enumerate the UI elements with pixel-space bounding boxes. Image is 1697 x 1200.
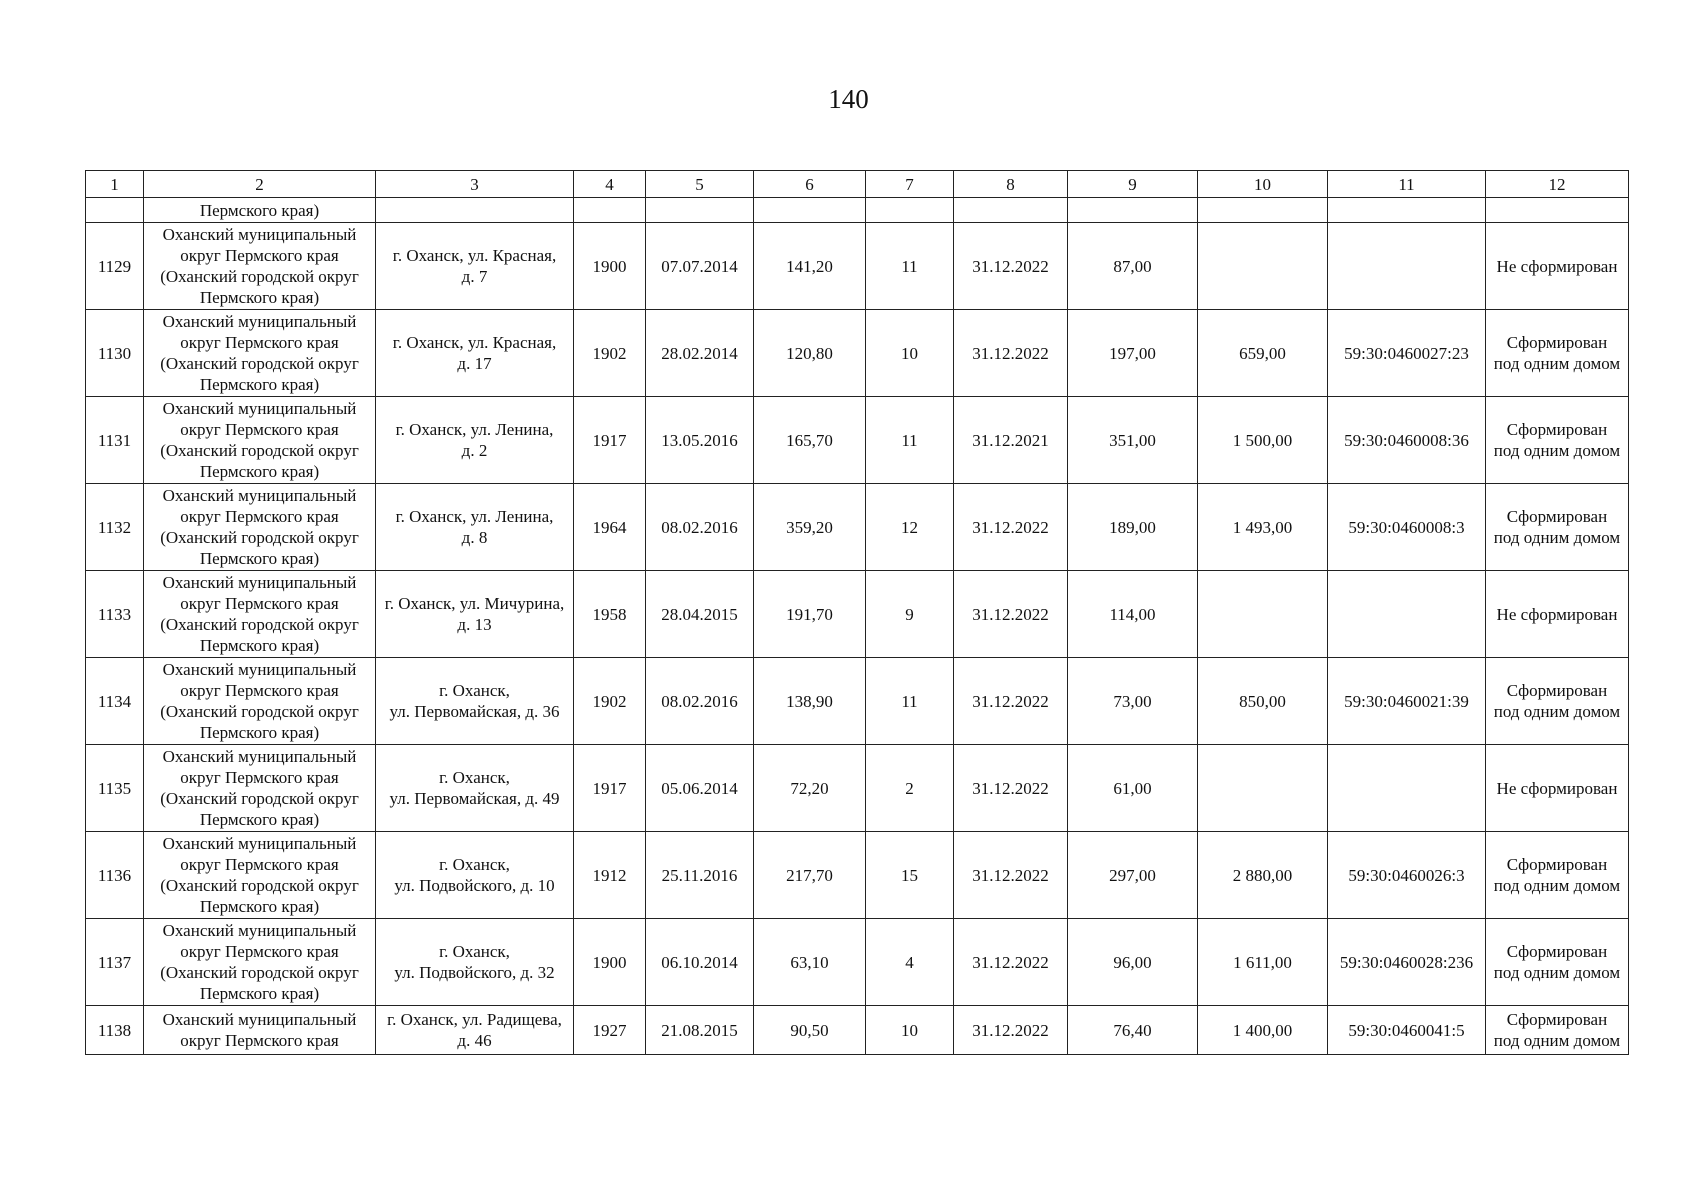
page-number: 140 <box>828 84 869 114</box>
table-cell <box>954 198 1068 223</box>
table-row <box>86 658 1629 745</box>
row-number-cell: 1138 <box>86 1006 144 1055</box>
address-cell <box>376 658 574 745</box>
owner-cell: Оханский муниципальный округ Пермского края (Оханский городской округ Пермского края) <box>144 571 376 658</box>
address-cell <box>376 310 574 397</box>
row-number-cell: 1132 <box>86 484 144 571</box>
table-cell <box>754 198 866 223</box>
cadastral-number-cell: 59:30:0460041:5 <box>1328 1006 1486 1055</box>
column-header: 3 <box>376 171 574 198</box>
table-body <box>86 198 1629 1055</box>
column-header: 2 <box>144 171 376 198</box>
date-cell: 21.08.2015 <box>646 1006 754 1055</box>
row-number-cell: 1129 <box>86 223 144 310</box>
owner-cell: Оханский муниципальный округ Пермского края (Оханский городской округ Пермского края) <box>144 832 376 919</box>
deadline-cell: 31.12.2022 <box>954 571 1068 658</box>
column-header: 5 <box>646 171 754 198</box>
deadline-cell: 31.12.2022 <box>954 832 1068 919</box>
value-cell: 96,00 <box>1068 919 1198 1006</box>
date-cell: 08.02.2016 <box>646 658 754 745</box>
table-cell <box>574 198 646 223</box>
continuation-row <box>86 198 1629 223</box>
area-cell: 138,90 <box>754 658 866 745</box>
housing-register-table <box>85 170 1629 1055</box>
cadastral-number-cell <box>1328 571 1486 658</box>
row-number-cell: 1135 <box>86 745 144 832</box>
cadastral-number-cell: 59:30:0460008:3 <box>1328 484 1486 571</box>
address-cell-line-1: г. Оханск, ул. Ленина, <box>395 507 554 526</box>
date-cell: 06.10.2014 <box>646 919 754 1006</box>
count-cell: 10 <box>866 1006 954 1055</box>
row-number-cell: 1134 <box>86 658 144 745</box>
status-cell <box>1486 919 1629 1006</box>
table-cell <box>646 198 754 223</box>
table-cell <box>1486 198 1629 223</box>
status-cell-line-2: под одним домом <box>1493 702 1621 721</box>
status-cell-line-1: Не сформирован <box>1496 778 1618 798</box>
address-cell-line-2: д. 2 <box>461 441 488 460</box>
table-row <box>86 1006 1629 1055</box>
column-header: 9 <box>1068 171 1198 198</box>
table-header <box>86 171 1629 198</box>
value-cell: 1 500,00 <box>1198 397 1328 484</box>
owner-cell: Оханский муниципальный округ Пермского края (Оханский городской округ Пермского края) <box>144 397 376 484</box>
date-cell: 28.04.2015 <box>646 571 754 658</box>
row-number-cell: 1137 <box>86 919 144 1006</box>
cadastral-number-cell: 59:30:0460028:236 <box>1328 919 1486 1006</box>
deadline-cell: 31.12.2022 <box>954 1006 1068 1055</box>
row-number-cell: 1133 <box>86 571 144 658</box>
column-header: 4 <box>574 171 646 198</box>
area-cell: 191,70 <box>754 571 866 658</box>
date-cell: 07.07.2014 <box>646 223 754 310</box>
value-cell <box>1198 223 1328 310</box>
table-cell <box>1198 198 1328 223</box>
year-cell: 1927 <box>574 1006 646 1055</box>
row-number-cell: 1131 <box>86 397 144 484</box>
table-cell <box>1328 198 1486 223</box>
table-row <box>86 397 1629 484</box>
address-cell-line-1: г. Оханск, <box>439 855 510 874</box>
address-cell <box>376 1006 574 1055</box>
area-cell: 141,20 <box>754 223 866 310</box>
table-row <box>86 832 1629 919</box>
column-number-row <box>86 171 1629 198</box>
area-cell: 63,10 <box>754 919 866 1006</box>
cadastral-number-cell: 59:30:0460021:39 <box>1328 658 1486 745</box>
value-cell: 61,00 <box>1068 745 1198 832</box>
address-cell-line-2: д. 8 <box>461 528 488 547</box>
owner-cell: Оханский муниципальный округ Пермского края <box>144 1006 376 1055</box>
address-cell-line-2: д. 7 <box>461 267 488 286</box>
status-cell <box>1486 658 1629 745</box>
status-cell-line-2: под одним домом <box>1493 963 1621 982</box>
row-number-cell: 1130 <box>86 310 144 397</box>
column-header: 12 <box>1486 171 1629 198</box>
address-cell <box>376 397 574 484</box>
value-cell: 850,00 <box>1198 658 1328 745</box>
address-cell <box>376 919 574 1006</box>
address-cell <box>376 484 574 571</box>
area-cell: 72,20 <box>754 745 866 832</box>
status-cell <box>1486 745 1629 832</box>
address-cell-line-2: ул. Первомайская, д. 49 <box>389 789 560 808</box>
address-cell <box>376 832 574 919</box>
value-cell: 1 493,00 <box>1198 484 1328 571</box>
status-cell-line-2: под одним домом <box>1493 441 1621 460</box>
table-cell <box>86 198 144 223</box>
date-cell: 13.05.2016 <box>646 397 754 484</box>
table-row <box>86 919 1629 1006</box>
address-cell-line-2: ул. Подвойского, д. 32 <box>394 963 555 982</box>
column-header: 10 <box>1198 171 1328 198</box>
status-cell <box>1486 571 1629 658</box>
deadline-cell: 31.12.2022 <box>954 484 1068 571</box>
status-cell-line-1: Сформирован <box>1506 855 1608 874</box>
cadastral-number-cell: 59:30:0460008:36 <box>1328 397 1486 484</box>
value-cell: 2 880,00 <box>1198 832 1328 919</box>
address-cell-line-1: г. Оханск, <box>439 942 510 961</box>
value-cell: 87,00 <box>1068 223 1198 310</box>
cadastral-number-cell <box>1328 745 1486 832</box>
deadline-cell: 31.12.2022 <box>954 310 1068 397</box>
status-cell-line-1: Сформирован <box>1506 420 1608 439</box>
value-cell <box>1198 745 1328 832</box>
status-cell-line-1: Сформирован <box>1506 681 1608 700</box>
cadastral-number-cell <box>1328 223 1486 310</box>
address-cell <box>376 223 574 310</box>
count-cell: 11 <box>866 223 954 310</box>
area-cell: 217,70 <box>754 832 866 919</box>
status-cell-line-1: Сформирован <box>1506 333 1608 352</box>
deadline-cell: 31.12.2022 <box>954 745 1068 832</box>
count-cell: 15 <box>866 832 954 919</box>
status-cell <box>1486 1006 1629 1055</box>
deadline-cell: 31.12.2021 <box>954 397 1068 484</box>
count-cell: 11 <box>866 397 954 484</box>
date-cell: 08.02.2016 <box>646 484 754 571</box>
area-cell: 90,50 <box>754 1006 866 1055</box>
address-cell-line-1: г. Оханск, <box>439 681 510 700</box>
owner-cell: Оханский муниципальный округ Пермского края (Оханский городской округ Пермского края) <box>144 310 376 397</box>
area-cell: 120,80 <box>754 310 866 397</box>
status-cell <box>1486 310 1629 397</box>
deadline-cell: 31.12.2022 <box>954 919 1068 1006</box>
year-cell: 1902 <box>574 310 646 397</box>
deadline-cell: 31.12.2022 <box>954 223 1068 310</box>
owner-cell: Оханский муниципальный округ Пермского края (Оханский городской округ Пермского края) <box>144 919 376 1006</box>
status-cell <box>1486 397 1629 484</box>
status-cell <box>1486 832 1629 919</box>
year-cell: 1900 <box>574 919 646 1006</box>
row-number-cell: 1136 <box>86 832 144 919</box>
address-cell-line-1: г. Оханск, ул. Красная, <box>392 246 557 265</box>
column-header: 7 <box>866 171 954 198</box>
address-cell-line-1: г. Оханск, ул. Радищева, <box>387 1010 562 1029</box>
address-cell-line-1: г. Оханск, ул. Ленина, <box>395 420 554 439</box>
year-cell: 1912 <box>574 832 646 919</box>
value-cell: 1 611,00 <box>1198 919 1328 1006</box>
owner-cell: Оханский муниципальный округ Пермского края (Оханский городской округ Пермского края) <box>144 484 376 571</box>
table-row <box>86 571 1629 658</box>
status-cell-line-1: Сформирован <box>1506 507 1608 526</box>
table-row <box>86 310 1629 397</box>
year-cell: 1917 <box>574 397 646 484</box>
address-cell-line-1: г. Оханск, ул. Красная, <box>392 333 557 352</box>
date-cell: 05.06.2014 <box>646 745 754 832</box>
column-header: 1 <box>86 171 144 198</box>
value-cell: 189,00 <box>1068 484 1198 571</box>
address-cell-line-2: д. 17 <box>457 354 492 373</box>
address-cell-line-2: ул. Подвойского, д. 10 <box>394 876 555 895</box>
cadastral-number-cell: 59:30:0460026:3 <box>1328 832 1486 919</box>
status-cell-line-2: под одним домом <box>1493 528 1621 547</box>
column-header: 6 <box>754 171 866 198</box>
value-cell: 197,00 <box>1068 310 1198 397</box>
year-cell: 1902 <box>574 658 646 745</box>
address-cell <box>376 571 574 658</box>
owner-cell: Оханский муниципальный округ Пермского края (Оханский городской округ Пермского края) <box>144 745 376 832</box>
table-row <box>86 484 1629 571</box>
cadastral-number-cell: 59:30:0460027:23 <box>1328 310 1486 397</box>
date-cell: 28.02.2014 <box>646 310 754 397</box>
column-header: 11 <box>1328 171 1486 198</box>
area-cell: 165,70 <box>754 397 866 484</box>
table-cell <box>866 198 954 223</box>
status-cell-line-1: Сформирован <box>1506 942 1608 961</box>
count-cell: 12 <box>866 484 954 571</box>
column-header: 8 <box>954 171 1068 198</box>
address-cell-line-2: д. 13 <box>457 615 492 634</box>
deadline-cell: 31.12.2022 <box>954 658 1068 745</box>
address-cell-line-2: д. 46 <box>457 1031 492 1050</box>
table-cell <box>376 198 574 223</box>
date-cell: 25.11.2016 <box>646 832 754 919</box>
status-cell <box>1486 223 1629 310</box>
table-cell <box>1068 198 1198 223</box>
owner-cell: Оханский муниципальный округ Пермского края (Оханский городской округ Пермского края) <box>144 223 376 310</box>
address-cell-line-1: г. Оханск, <box>439 768 510 787</box>
status-cell-line-1: Сформирован <box>1506 1010 1608 1029</box>
status-cell-line-2: под одним домом <box>1493 1031 1621 1050</box>
value-cell <box>1198 571 1328 658</box>
address-cell-line-1: г. Оханск, ул. Мичурина, <box>384 594 565 613</box>
year-cell: 1958 <box>574 571 646 658</box>
year-cell: 1900 <box>574 223 646 310</box>
count-cell: 2 <box>866 745 954 832</box>
year-cell: 1964 <box>574 484 646 571</box>
status-cell-line-1: Не сформирован <box>1496 256 1618 276</box>
table-row <box>86 745 1629 832</box>
area-cell: 359,20 <box>754 484 866 571</box>
table-row <box>86 223 1629 310</box>
status-cell-line-1: Не сформирован <box>1496 604 1618 624</box>
value-cell: 1 400,00 <box>1198 1006 1328 1055</box>
year-cell: 1917 <box>574 745 646 832</box>
owner-cell: Оханский муниципальный округ Пермского края (Оханский городской округ Пермского края) <box>144 658 376 745</box>
value-cell: 114,00 <box>1068 571 1198 658</box>
value-cell: 76,40 <box>1068 1006 1198 1055</box>
count-cell: 10 <box>866 310 954 397</box>
address-cell <box>376 745 574 832</box>
status-cell-line-2: под одним домом <box>1493 354 1621 373</box>
value-cell: 73,00 <box>1068 658 1198 745</box>
count-cell: 9 <box>866 571 954 658</box>
status-cell-line-2: под одним домом <box>1493 876 1621 895</box>
count-cell: 11 <box>866 658 954 745</box>
count-cell: 4 <box>866 919 954 1006</box>
value-cell: 659,00 <box>1198 310 1328 397</box>
address-cell-line-2: ул. Первомайская, д. 36 <box>389 702 560 721</box>
status-cell <box>1486 484 1629 571</box>
value-cell: 297,00 <box>1068 832 1198 919</box>
value-cell: 351,00 <box>1068 397 1198 484</box>
table-cell: Пермского края) <box>144 198 376 223</box>
